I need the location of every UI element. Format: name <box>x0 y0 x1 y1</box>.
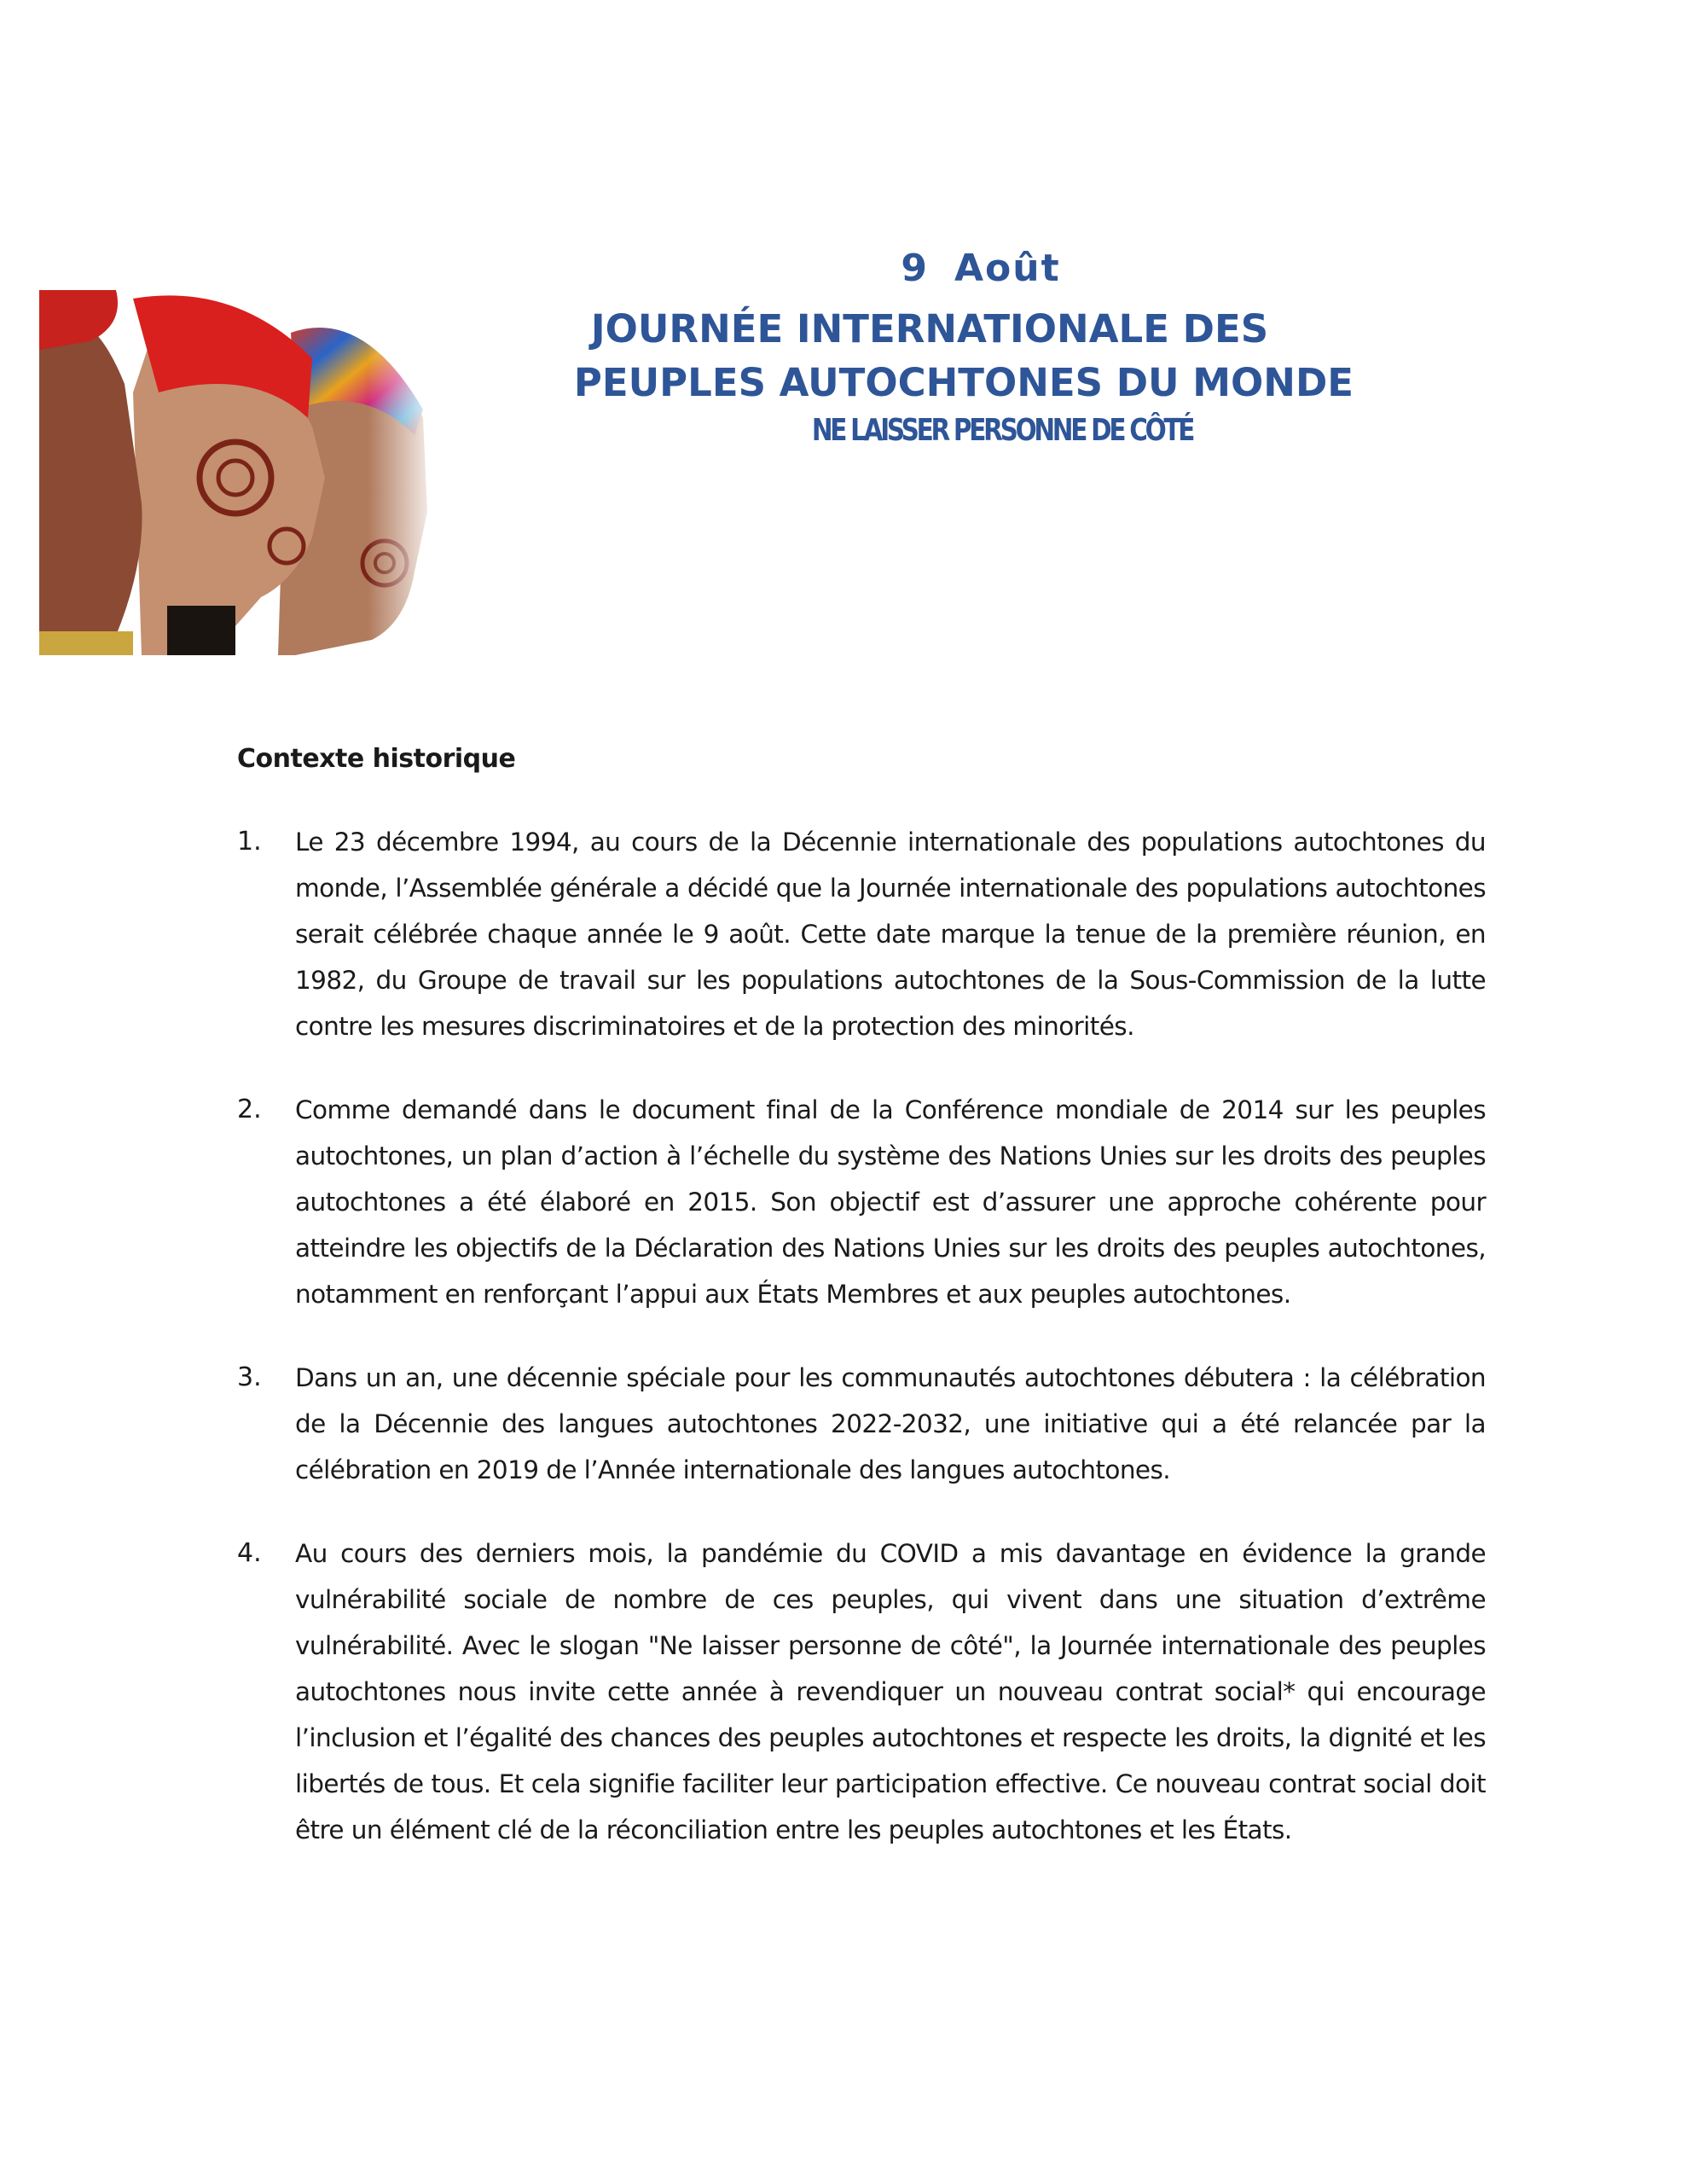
item-number: 4. <box>237 1538 262 1568</box>
list-item <box>237 1087 1486 1317</box>
item-number: 2. <box>237 1095 262 1124</box>
item-number: 3. <box>237 1362 262 1392</box>
event-date <box>563 239 1399 299</box>
item-text: Comme demandé dans le document final de la Conférence mondiale de 2014 sur les peuples autochtones, un plan d’action à l’échelle du système des Nations Unies sur les droits des peuples autochtones a été élaboré en 2015. Son objectif est d’assurer une approche cohérente pour atteindre les objectifs de la Déclaration des Nations Unies sur les droits des peuples autochtones, notamment en renforçant l’appui aux États Membres et aux peuples autochtones. <box>295 1095 1486 1309</box>
title-line-1: JOURNÉE INTERNATIONALE DES <box>590 306 1269 351</box>
section-heading: Contexte historique <box>237 744 516 774</box>
item-text: Au cours des derniers mois, la pandémie du COVID a mis davantage en évidence la grande vulnérabilité sociale de nombre de ces peuples, qui vivent dans une situation d’extrême vulnérabilité. Avec le slogan "Ne laisser personne de côté", la Journée internationale des peuples autochtones nous invite cette année à revendiquer un nouveau contrat social* qui encourage l’inclusion et l’égalité des chances des peuples autochtones et respecte les droits, la dignité et les libertés de tous. Et cela signifie faciliter leur participation effective. Ce nouveau contrat social doit être un élément clé de la réconciliation entre les peuples autochtones et les États. <box>295 1539 1486 1844</box>
item-text: Dans un an, une décennie spéciale pour les communautés autochtones débutera : la célébration de la Décennie des langues autochtones 2022-2032, une initiative qui a été relancée par la célébration en 2019 de l’Année internationale des langues autochtones. <box>295 1363 1486 1484</box>
page-header <box>529 239 1399 452</box>
indigenous-women-photo <box>39 290 440 655</box>
item-text: Le 23 décembre 1994, au cours de la Décennie internationale des populations autochtones du monde, l’Assemblée générale a décidé que la Journée internationale des populations autochtones serait célébrée chaque année le 9 août. Cette date marque la tenue de la première réunion, en 1982, du Groupe de travail sur les populations autochtones de la Sous-Commission de la lutte contre les mesures discriminatoires et de la protection des minorités. <box>295 828 1486 1041</box>
page-title <box>529 302 1399 410</box>
item-number: 1. <box>237 827 262 857</box>
list-item <box>237 1355 1486 1493</box>
list-item <box>237 1531 1486 1853</box>
title-line-2: PEUPLES AUTOCHTONES DU MONDE <box>573 360 1354 405</box>
event-day: 9 <box>901 247 929 290</box>
list-item <box>237 819 1486 1049</box>
event-month: Août <box>954 247 1061 290</box>
numbered-list <box>237 819 1486 1891</box>
slogan: NE LAISSER PERSONNE DE CÔTÉ <box>811 413 1193 448</box>
